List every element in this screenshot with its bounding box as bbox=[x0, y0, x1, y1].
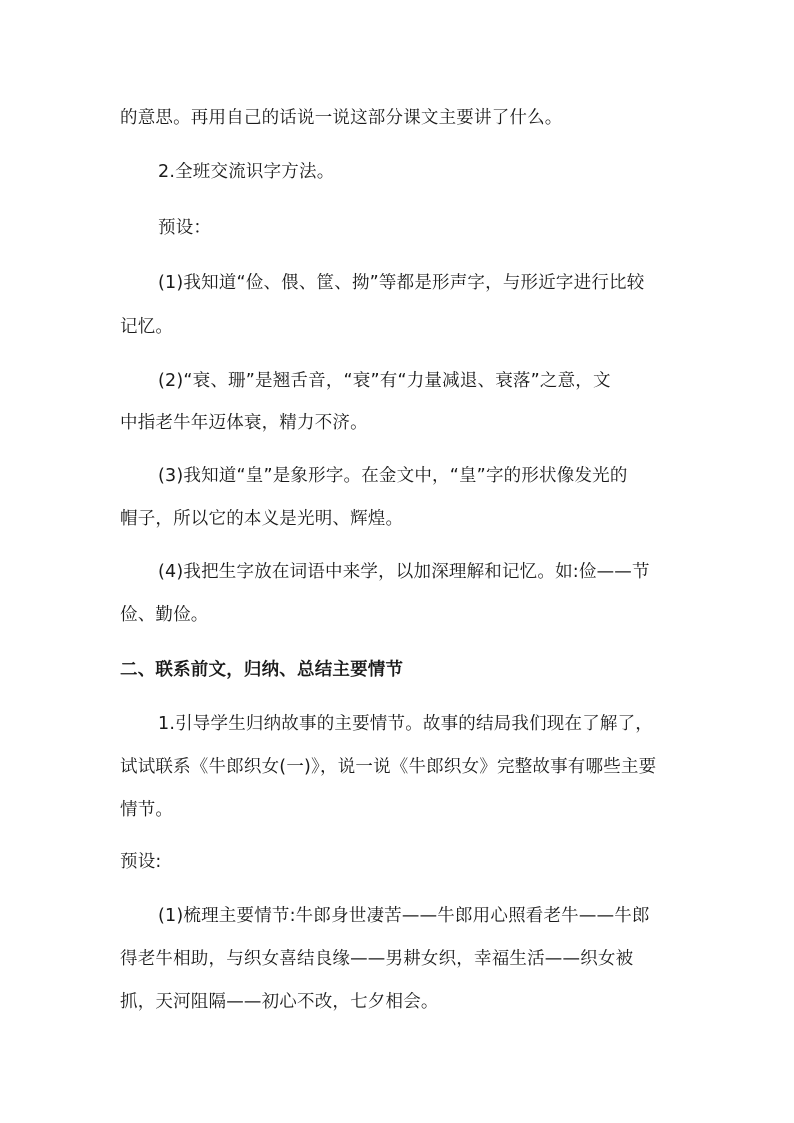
text-line: (4)我把生字放在词语中来学，以加深理解和记忆。如:俭——节 bbox=[158, 562, 650, 582]
section-heading: 二、联系前文，归纳、总结主要情节 bbox=[120, 660, 404, 680]
text-line: 预设： bbox=[158, 218, 212, 238]
text-line: 的意思。再用自己的话说一说这部分课文主要讲了什么。 bbox=[120, 108, 563, 128]
text-line: 试试联系《牛郎织女(一)》，说一说《牛郎织女》完整故事有哪些主要 bbox=[120, 757, 657, 777]
text-line: 记忆。 bbox=[120, 317, 174, 337]
text-line: 中指老牛年迈体衰，精力不济。 bbox=[120, 413, 368, 433]
text-line: 抓，天河阻隔——初心不改，七夕相会。 bbox=[120, 992, 439, 1012]
text-line: 情节。 bbox=[120, 800, 174, 820]
text-line: 预设: bbox=[120, 852, 162, 872]
text-line: 1.引导学生归纳故事的主要情节。故事的结局我们现在了解了， bbox=[158, 714, 653, 734]
text-line: 帽子，所以它的本义是光明、辉煌。 bbox=[120, 509, 404, 529]
text-line: (2)“衰、珊”是翘舌音，“衰”有“力量减退、衰落”之意，文 bbox=[158, 371, 611, 391]
text-line: 2.全班交流识字方法。 bbox=[158, 162, 335, 182]
text-line: (1)我知道“俭、偎、筐、拗”等都是形声字，与形近字进行比较 bbox=[158, 273, 645, 293]
text-line: (1)梳理主要情节:牛郎身世凄苦——牛郎用心照看老牛——牛郎 bbox=[158, 906, 650, 926]
text-line: 得老牛相助，与织女喜结良缘——男耕女织，幸福生活——织女被 bbox=[120, 949, 634, 969]
text-line: (3)我知道“皇”是象形字。在金文中，“皇”字的形状像发光的 bbox=[158, 466, 628, 486]
text-line: 俭、勤俭。 bbox=[120, 605, 209, 625]
